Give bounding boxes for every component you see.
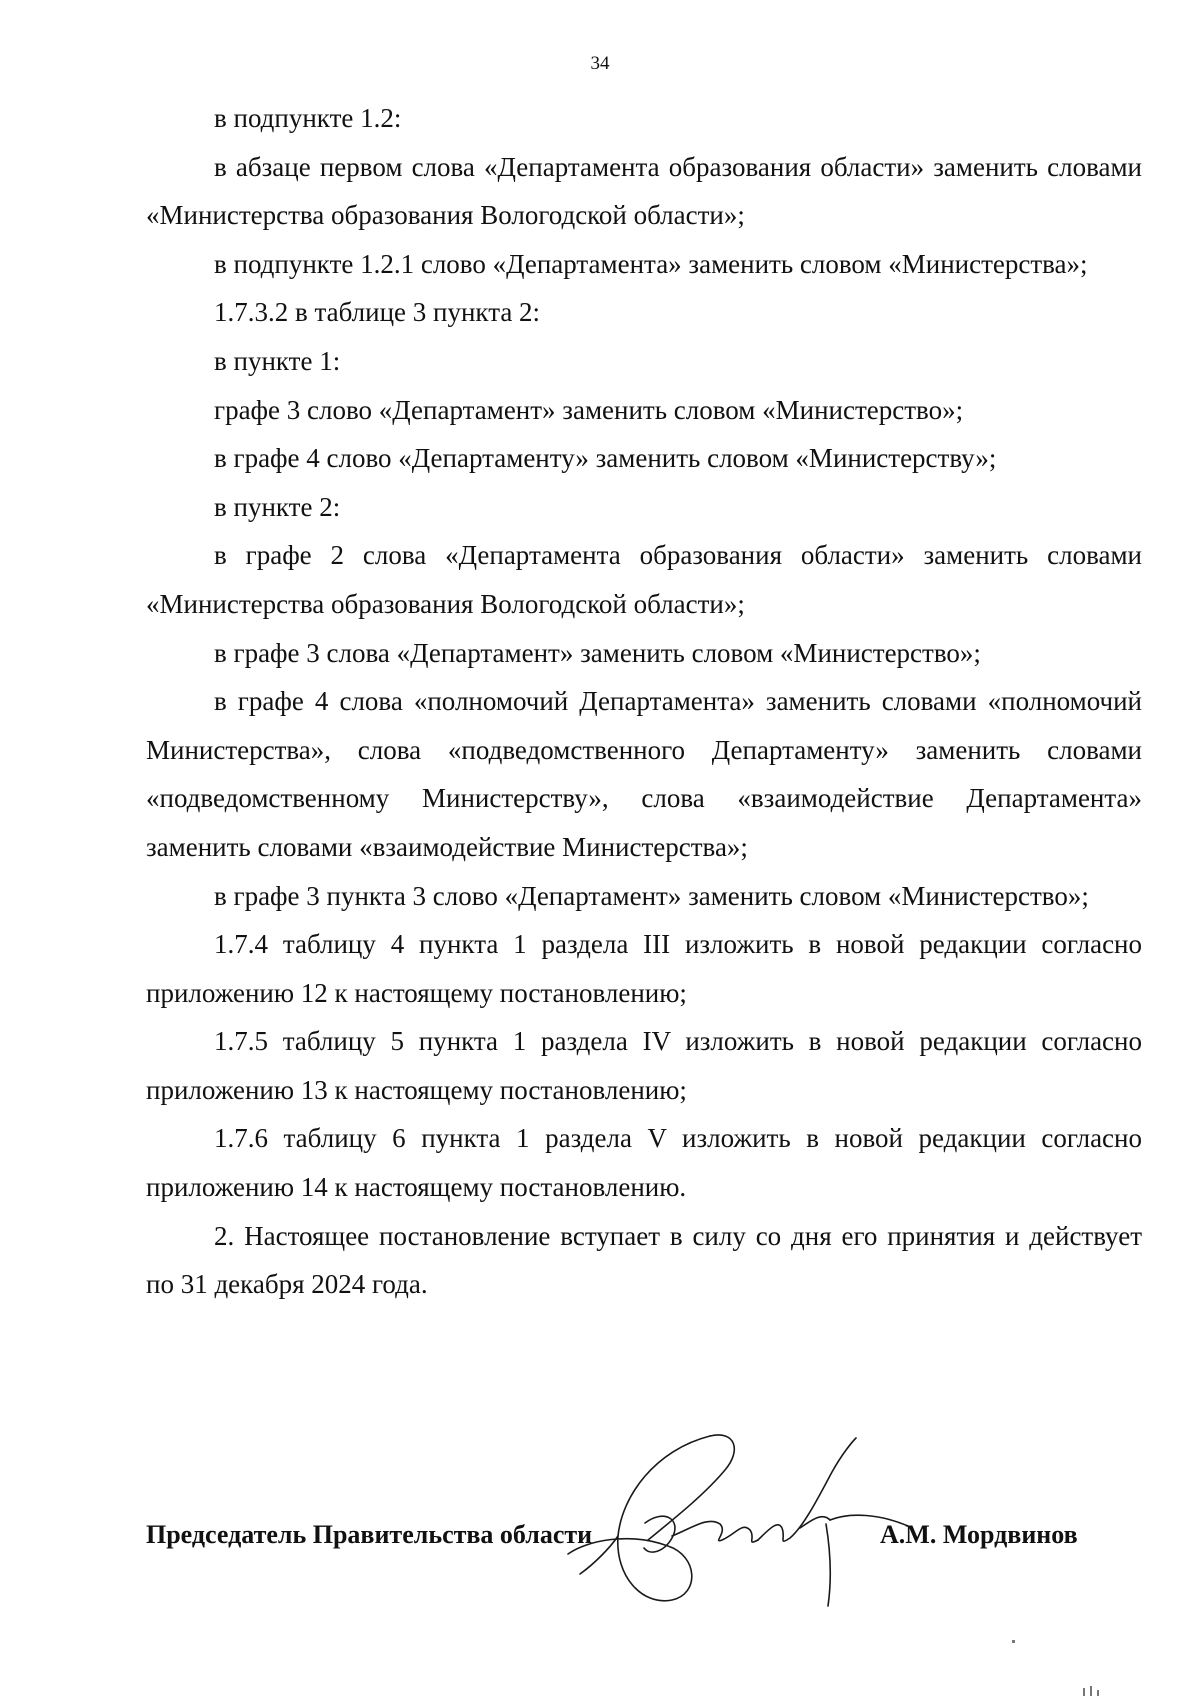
paragraph: в подпункте 1.2: xyxy=(214,103,402,133)
paragraph: в абзаце первом слова «Департамента образования области» заменить словами «Министерства образования Вологодской области»; xyxy=(146,151,1142,231)
scan-mark xyxy=(1097,1690,1099,1696)
paragraph: в графе 3 слова «Департамент» заменить словом «Министерство»; xyxy=(214,637,981,668)
scan-mark xyxy=(1083,1688,1085,1696)
paragraph: в графе 3 пункта 3 слово «Департамент» заменить словом «Министерство»; xyxy=(214,880,1089,911)
paragraph: в графе 4 слова «полномочий Департамента» заменить словами «полномочий Министерства», слова «подведомственного Департаменту» заменить словами «подведомственному Министерству», слова «взаимодействие Департамента» заменить словами «взаимодействие Министерства»; xyxy=(146,686,1142,862)
scan-mark xyxy=(1090,1686,1092,1696)
scan-mark xyxy=(1012,1640,1015,1643)
paragraph: в пункте 1: xyxy=(214,345,341,376)
signatory-position: Председатель Правительства области xyxy=(146,1520,593,1549)
paragraph: в пункте 2: xyxy=(214,491,341,522)
paragraph: графе 3 слово «Департамент» заменить словом «Министерство»; xyxy=(214,394,964,425)
paragraph: 1.7.4 таблицу 4 пункта 1 раздела III изложить в новой редакции согласно приложению 12 к настоящему постановлению; xyxy=(146,929,1142,1008)
paragraph: в графе 4 слово «Департаменту» заменить словом «Министерству»; xyxy=(214,443,997,474)
paragraph: 1.7.5 таблицу 5 пункта 1 раздела IV изложить в новой редакции согласно приложению 13 к настоящему постановлению; xyxy=(146,1026,1142,1105)
paragraph: в графе 2 слова «Департамента образования области» заменить словами «Министерства образования Вологодской области»; xyxy=(146,540,1142,619)
paragraph: в подпункте 1.2.1 слово «Департамента» заменить словом «Министерства»; xyxy=(214,248,1088,279)
document-body xyxy=(146,94,1142,1309)
page-number: 34 xyxy=(590,53,610,74)
signature-block xyxy=(146,1520,1106,1570)
paragraph: 1.7.3.2 в таблице 3 пункта 2: xyxy=(214,297,541,328)
paragraph: 1.7.6 таблицу 6 пункта 1 раздела V изложить в новой редакции согласно приложению 14 к настоящему постановлению. xyxy=(146,1123,1142,1203)
paragraph: 2. Настоящее постановление вступает в силу со дня его принятия и действует по 31 декабря 2024 года. xyxy=(146,1220,1142,1300)
signatory-name: А.М. Мордвинов xyxy=(880,1520,1078,1549)
